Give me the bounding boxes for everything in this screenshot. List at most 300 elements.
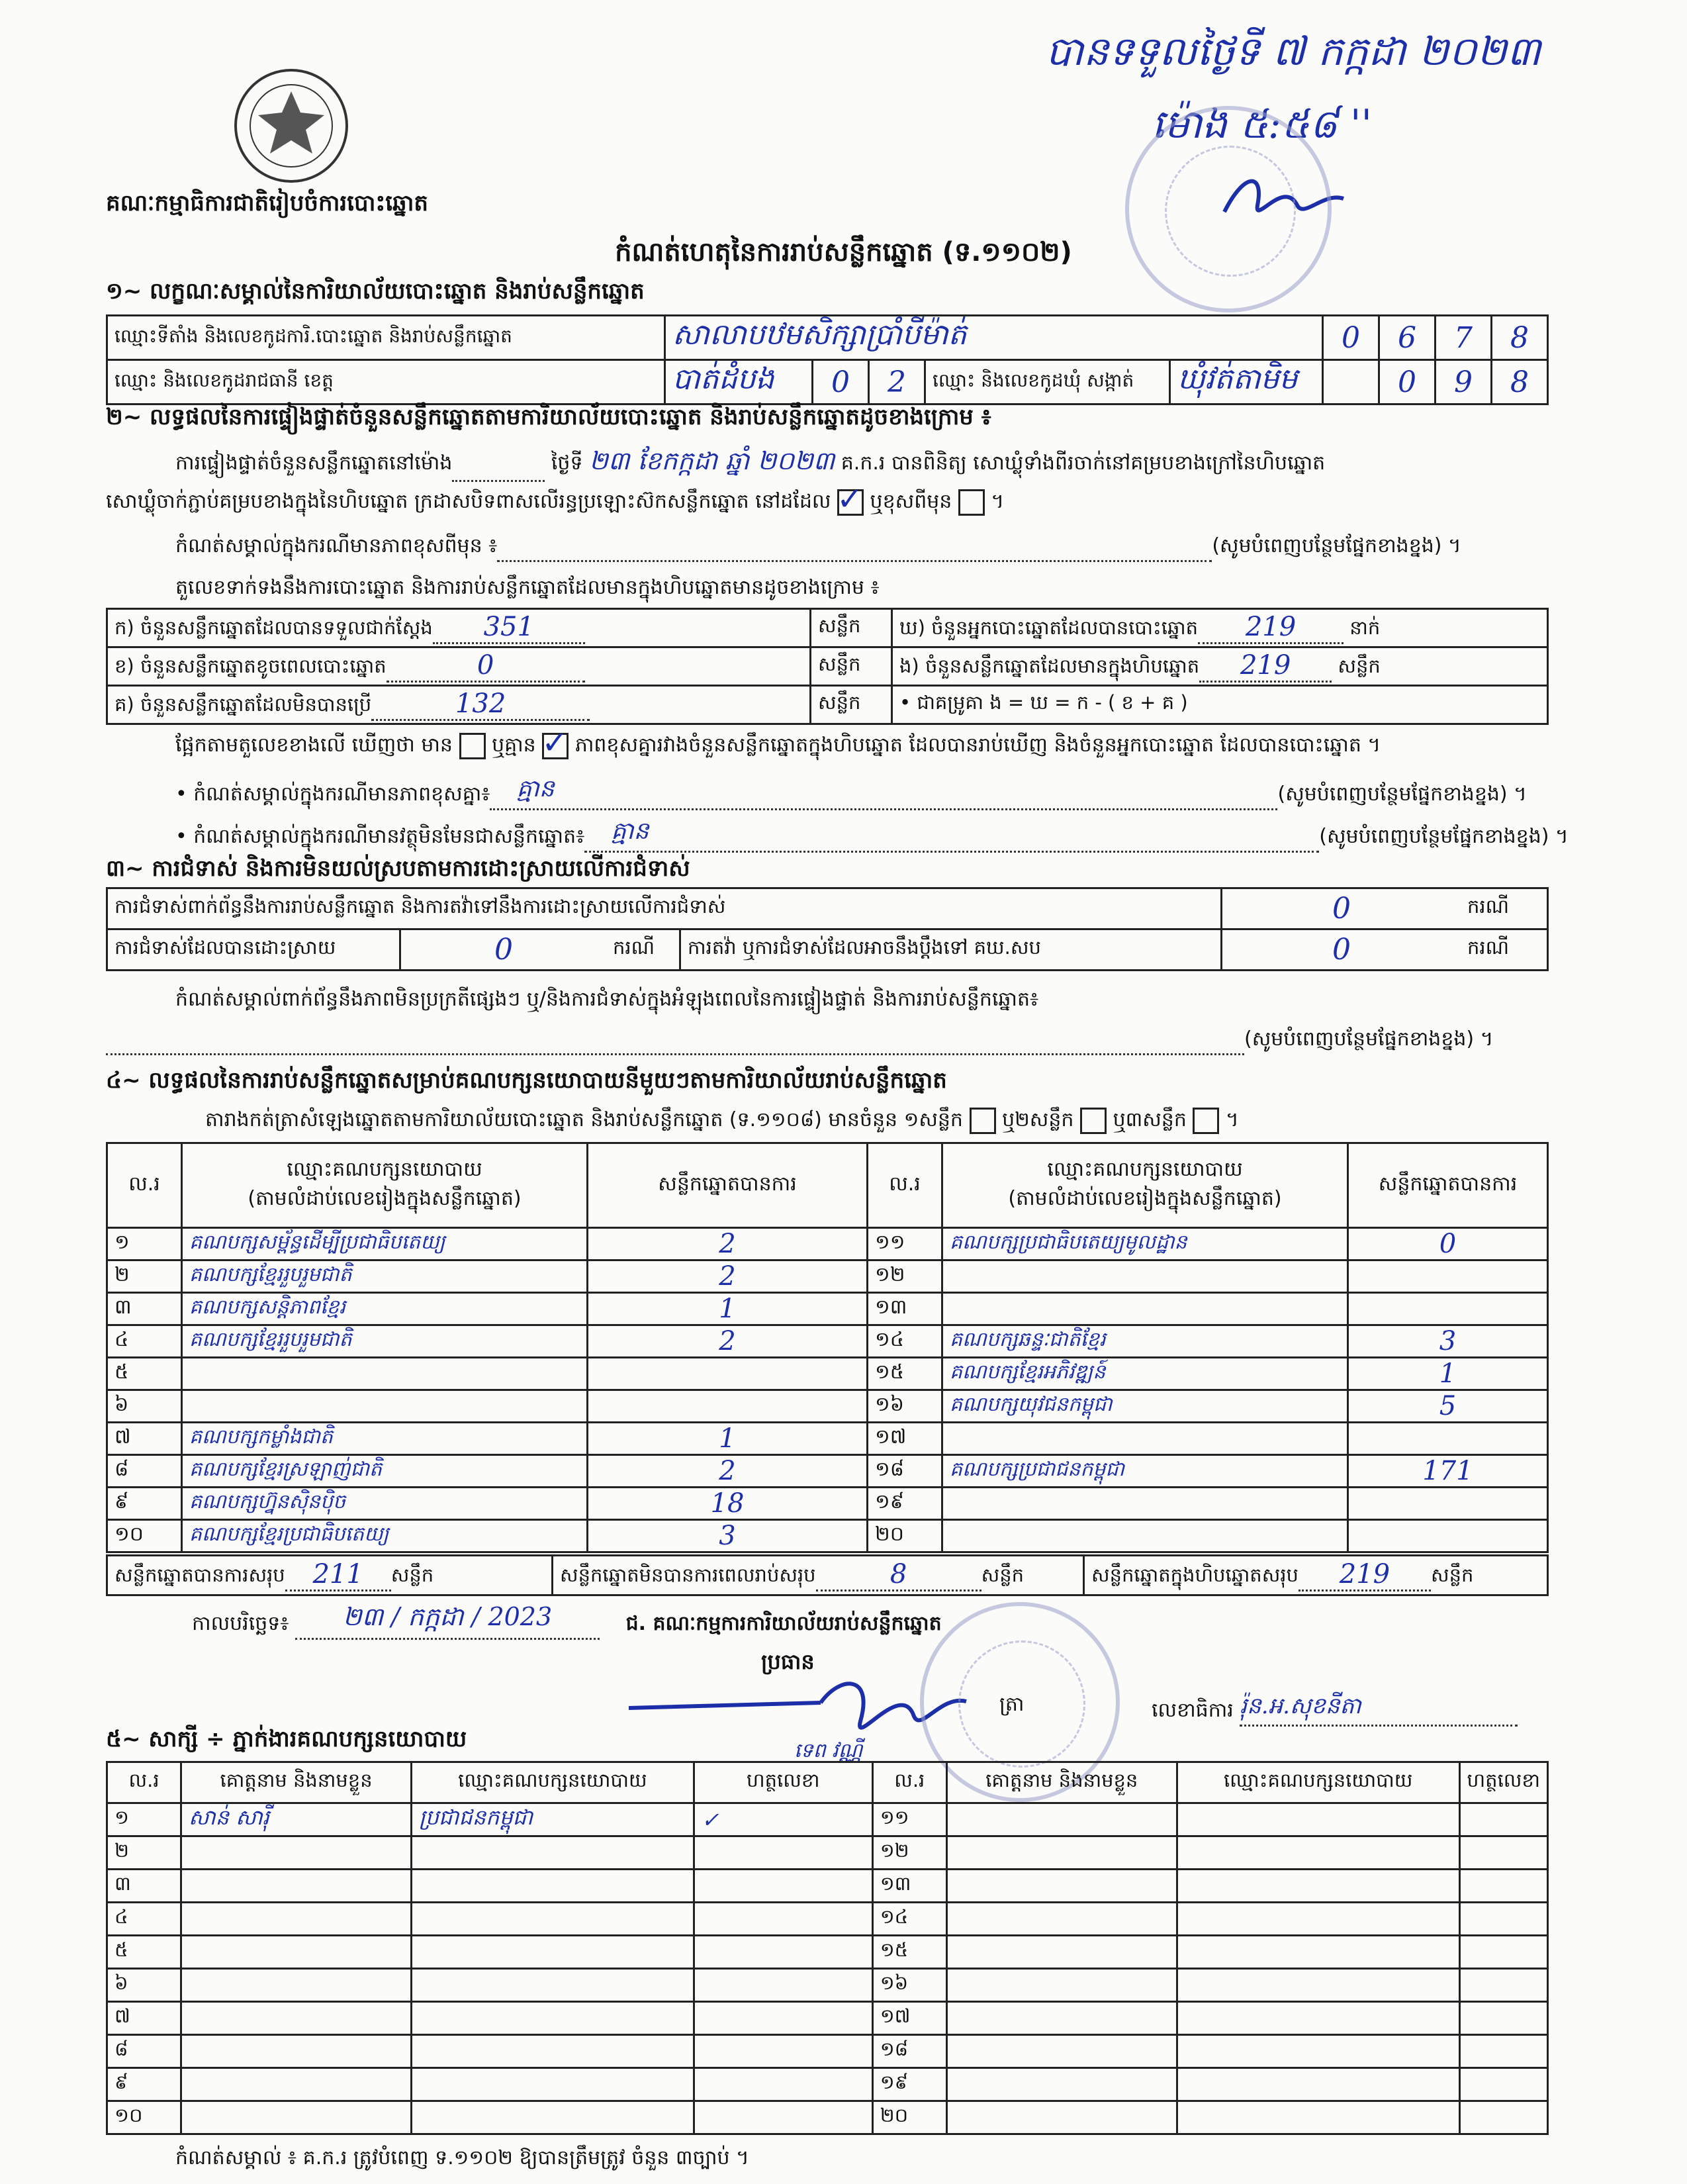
party-name: គណបក្សកម្លាំងជាតិ bbox=[182, 1423, 588, 1455]
results-party-label-left: ឈ្មោះគណបក្សនយោបាយ bbox=[287, 1157, 482, 1181]
station-code-3: 7 bbox=[1436, 316, 1492, 360]
bullet-discrepancy-fill: (សូមបំពេញបន្ថែមផ្នែកខាងខ្នង) ។ bbox=[1277, 783, 1527, 806]
province-code-2: 2 bbox=[869, 361, 925, 403]
party-name: គណបក្សយុវជនកម្ពុជា bbox=[942, 1390, 1348, 1423]
party-name: គណបក្សខ្មែរប្រជាធិបតេយ្យ bbox=[182, 1520, 588, 1552]
figure-unused-unit: សន្លឹក bbox=[811, 686, 892, 724]
figure-in-box-label: ង) ចំនួនសន្លឹកឆ្នោតដែលមានក្នុងហិបឆ្នោត bbox=[899, 655, 1200, 677]
figure-spoiled-label: ខ) ចំនួនសន្លឹកឆ្នោតខូចពេលបោះឆ្នោត bbox=[114, 655, 387, 677]
difference-note-label: កំណត់សម្គាល់ក្នុងករណីមានភាពខុសពីមុន ៖ bbox=[175, 534, 498, 557]
witness-signature bbox=[694, 2101, 872, 2134]
discrepancy-none-text: ឬគ្មាន bbox=[492, 734, 536, 757]
changed-checkbox[interactable] bbox=[958, 489, 985, 516]
witness-number: ១៩ bbox=[872, 2068, 946, 2101]
table-row bbox=[107, 2035, 1548, 2068]
chair-name: ទេព វណ្ណី bbox=[794, 1739, 863, 1762]
province-label-text: ឈ្មោះ និងលេខកូដរាជធានី ខេត្ត bbox=[114, 369, 334, 391]
section-2-title: ២~ លទ្ធផលនៃការផ្ទៀងផ្ទាត់ចំនួនសន្លឹកឆ្នោតតាមការិយាល័យបោះឆ្នោត និងរាប់សន្លឹកឆ្នោតដូចខាងក្រោម ៖ bbox=[106, 404, 991, 430]
party-votes: 3 bbox=[588, 1520, 868, 1552]
verification-line-1 bbox=[175, 445, 1325, 482]
three-sheet-checkbox[interactable] bbox=[1193, 1108, 1219, 1134]
party-number: ១៨ bbox=[868, 1455, 942, 1488]
commune-label: ឈ្មោះ និងលេខកូដឃុំ សង្កាត់ bbox=[925, 361, 1170, 403]
witness-signature bbox=[694, 2002, 872, 2035]
committee-label: ជ. គណៈកម្មការការិយាល័យរាប់សន្លឹកឆ្នោត bbox=[625, 1612, 942, 1635]
party-name bbox=[942, 1293, 1348, 1325]
figure-voters bbox=[892, 609, 1548, 647]
witness-number: ៣ bbox=[107, 1870, 181, 1903]
party-votes: 18 bbox=[588, 1488, 868, 1520]
total-valid-value: 211 bbox=[285, 1559, 391, 1591]
figure-in-box-value: 219 bbox=[1199, 650, 1332, 683]
party-number: ១៥ bbox=[868, 1358, 942, 1390]
witness-party bbox=[1177, 2002, 1459, 2035]
party-number: ៤ bbox=[107, 1325, 182, 1358]
secretary-label: លេខាធិការ bbox=[1152, 1699, 1234, 1722]
witness-signature bbox=[1459, 1903, 1547, 1936]
party-name bbox=[182, 1358, 588, 1390]
witness-party bbox=[1177, 1903, 1459, 1936]
table-row bbox=[107, 1325, 1548, 1358]
party-number: ៧ bbox=[107, 1423, 182, 1455]
party-name bbox=[942, 1260, 1348, 1293]
org-title: គណៈកម្មាធិការជាតិរៀបចំការបោះឆ្នោត bbox=[106, 190, 429, 216]
party-number: ៨ bbox=[107, 1455, 182, 1488]
discrepancy-desc: ភាពខុសគ្នារវាងចំនួនសន្លឹកឆ្នោតក្នុងហិបឆ្នោត ដែលបានរាប់ឃើញ និងចំនួនអ្នកបោះឆ្នោត ដែលបានបោះឆ្នោត ។ bbox=[574, 734, 1381, 757]
irregularity-fill-note: (សូមបំពេញបន្ថែមផ្នែកខាងខ្នង) ។ bbox=[1244, 1027, 1494, 1051]
bullet-discrepancy-label: • កំណត់សម្គាល់ក្នុងករណីមានភាពខុសគ្នា៖ bbox=[175, 783, 490, 806]
table-row bbox=[107, 1228, 1548, 1260]
province-value: បាត់ដំបង bbox=[666, 361, 813, 403]
form-title: កំណត់ហេតុនៃការរាប់សន្លឹកឆ្នោត (ទ.១១០២) bbox=[615, 237, 1072, 267]
figure-in-box bbox=[892, 647, 1548, 686]
verify-time-text: ការផ្ទៀងផ្ទាត់ចំនួនសន្លឹកឆ្នោតនៅម៉ោង bbox=[175, 451, 453, 475]
table-row bbox=[107, 1390, 1548, 1423]
party-number: ១ bbox=[107, 1228, 182, 1260]
party-number: ១២ bbox=[868, 1260, 942, 1293]
party-votes: 2 bbox=[588, 1228, 868, 1260]
station-code-4: 8 bbox=[1492, 316, 1548, 360]
witness-signature bbox=[694, 2068, 872, 2101]
witness-party bbox=[412, 2068, 694, 2101]
table-row bbox=[107, 1293, 1548, 1325]
complaints-total-unit: ករណី bbox=[1461, 888, 1548, 929]
witness-name bbox=[181, 2035, 412, 2068]
office-seal bbox=[1125, 106, 1332, 312]
complaints-table bbox=[106, 887, 1549, 971]
unchanged-checkbox[interactable] bbox=[837, 480, 864, 518]
witness-signature: ✓ bbox=[694, 1803, 872, 1836]
province-code-1: 0 bbox=[813, 361, 869, 403]
total-valid-label: សន្លឹកឆ្នោតបានការសរុប bbox=[114, 1564, 285, 1586]
emblem-icon bbox=[232, 66, 351, 185]
witness-name bbox=[946, 2068, 1177, 2101]
witness-number: ១២ bbox=[872, 1836, 946, 1870]
results-party-label-right: ឈ្មោះគណបក្សនយោបាយ bbox=[1047, 1157, 1243, 1181]
total-valid-unit: សន្លឹក bbox=[390, 1564, 434, 1586]
party-votes: 2 bbox=[588, 1260, 868, 1293]
witness-party bbox=[412, 1903, 694, 1936]
witness-name bbox=[181, 1836, 412, 1870]
tally-sheet-two-text: ឬ២សន្លឹក bbox=[1002, 1108, 1074, 1131]
figure-received-value: 351 bbox=[433, 612, 585, 644]
witness-header-no-right: ល.រ bbox=[872, 1762, 946, 1803]
party-votes: 2 bbox=[588, 1325, 868, 1358]
commune-code-3: 8 bbox=[1492, 360, 1548, 404]
witness-party bbox=[412, 1836, 694, 1870]
table-row bbox=[107, 1803, 1548, 1836]
witness-header-name-right: គោត្តនាម និងនាមខ្លួន bbox=[946, 1762, 1177, 1803]
witness-number: ២០ bbox=[872, 2101, 946, 2134]
footer-note: កំណត់សម្គាល់ ៖ គ.ក.រ ត្រូវបំពេញ ទ.១១០២ ឱ្យបានត្រឹមត្រូវ ចំនួន ៣ច្បាប់ ។ bbox=[175, 2146, 749, 2169]
total-box-unit: សន្លឹក bbox=[1430, 1564, 1474, 1586]
witness-number: ២ bbox=[107, 1836, 181, 1870]
check-icon: ✓ bbox=[837, 480, 864, 518]
discrepancy-has-text: ផ្អែកតាមតួលេខខាងលើ ឃើញថា មាន bbox=[175, 734, 453, 757]
verify-day-text: ថ្ងៃទី bbox=[551, 451, 583, 475]
results-header-party-left bbox=[182, 1143, 588, 1228]
secretary bbox=[1152, 1691, 1518, 1727]
witness-party bbox=[412, 2002, 694, 2035]
figure-unused-value: 132 bbox=[371, 688, 590, 721]
complaints-appeal-label: ការតវ៉ា ឬការជំទាស់ដែលអាចនឹងប្តឹងទៅ គឃ.សប bbox=[680, 929, 1222, 971]
complaints-total-value: 0 bbox=[1222, 888, 1461, 929]
complaints-resolved-unit: ករណី bbox=[606, 929, 680, 971]
witness-signature bbox=[694, 1836, 872, 1870]
commune-value: ឃុំវត់តាមិម bbox=[1177, 362, 1298, 396]
witness-name bbox=[946, 1870, 1177, 1903]
party-number: ១៧ bbox=[868, 1423, 942, 1455]
chair-label: ប្រធាន bbox=[761, 1649, 815, 1674]
witness-number: ១៦ bbox=[872, 1969, 946, 2002]
party-name bbox=[942, 1488, 1348, 1520]
witness-number: ១៥ bbox=[872, 1936, 946, 1969]
party-votes: 0 bbox=[1348, 1228, 1548, 1260]
witness-number: ១៨ bbox=[872, 2035, 946, 2068]
province-cell bbox=[665, 360, 1323, 404]
witness-number: ៩ bbox=[107, 2068, 181, 2101]
witness-party: ប្រជាជនកម្ពុជា bbox=[412, 1803, 694, 1836]
date-label: កាលបរិច្ឆេទ៖ bbox=[192, 1612, 289, 1635]
complaints-total-label: ការជំទាស់ពាក់ព័ន្ធនឹងការរាប់សន្លឹកឆ្នោត និងការតវ៉ាទៅនឹងការដោះស្រាយលើការជំទាស់ bbox=[107, 888, 1222, 929]
party-number: ៩ bbox=[107, 1488, 182, 1520]
party-votes bbox=[1348, 1488, 1548, 1520]
witness-party bbox=[412, 1936, 694, 1969]
station-label: ឈ្មោះទីតាំង និងលេខកូដការិ.បោះឆ្នោត និងរាប់សន្លឹកឆ្នោត bbox=[107, 316, 665, 360]
witness-party bbox=[1177, 1936, 1459, 1969]
party-votes bbox=[1348, 1423, 1548, 1455]
national-emblem bbox=[232, 66, 351, 185]
bullet-foreign-value: គ្មាន bbox=[584, 816, 1319, 853]
witness-signature bbox=[694, 1870, 872, 1903]
party-number: ១៣ bbox=[868, 1293, 942, 1325]
witness-name bbox=[946, 1936, 1177, 1969]
results-party-sub-right: (តាមលំដាប់លេខរៀងក្នុងសន្លឹកឆ្នោត) bbox=[1008, 1186, 1282, 1210]
results-header-no-left: ល.រ bbox=[107, 1143, 182, 1228]
party-votes bbox=[1348, 1520, 1548, 1552]
witness-header-party-left: ឈ្មោះគណបក្សនយោបាយ bbox=[412, 1762, 694, 1803]
witness-signature bbox=[694, 2035, 872, 2068]
witness-name bbox=[946, 2035, 1177, 2068]
witness-header-no-left: ល.រ bbox=[107, 1762, 181, 1803]
party-number: ៦ bbox=[107, 1390, 182, 1423]
difference-note bbox=[175, 533, 1461, 562]
results-header-votes-right: សន្លឹកឆ្នោតបានការ bbox=[1348, 1143, 1548, 1228]
party-votes bbox=[588, 1390, 868, 1423]
figures-intro: តួលេខទាក់ទងនឹងការបោះឆ្នោត និងការរាប់សន្លឹកឆ្នោតដែលមានក្នុងហិបឆ្នោតមានដូចខាងក្រោម ៖ bbox=[175, 576, 880, 599]
received-note: បានទទួលថ្ងៃទី ៧ កក្កដា ២០២៣ bbox=[1046, 28, 1541, 75]
witness-number: ១ bbox=[107, 1803, 181, 1836]
witness-number: ១៤ bbox=[872, 1903, 946, 1936]
complaints-appeal-unit: ករណី bbox=[1461, 929, 1548, 971]
witness-signature bbox=[1459, 1803, 1547, 1836]
party-votes: 3 bbox=[1348, 1325, 1548, 1358]
witness-name bbox=[181, 1903, 412, 1936]
witness-number: ១៣ bbox=[872, 1870, 946, 1903]
witness-signature bbox=[1459, 2101, 1547, 2134]
results-table bbox=[106, 1142, 1549, 1553]
party-number: ២ bbox=[107, 1260, 182, 1293]
complaints-appeal-value: 0 bbox=[1222, 929, 1461, 971]
bullet-foreign-fill: (សូមបំពេញបន្ថែមផ្នែកខាងខ្នង) ។ bbox=[1319, 825, 1569, 848]
total-box-label: សន្លឹកឆ្នោតក្នុងហិបឆ្នោតសរុប bbox=[1091, 1564, 1299, 1586]
party-name: គណបក្សសន្ដិភាពខ្មែរ bbox=[182, 1293, 588, 1325]
party-name: គណបក្សខ្មែររួបរួមជាតិ bbox=[182, 1260, 588, 1293]
one-sheet-checkbox[interactable] bbox=[970, 1108, 996, 1134]
figure-spoiled-value: 0 bbox=[387, 650, 585, 683]
party-votes: 171 bbox=[1348, 1455, 1548, 1488]
witness-signature bbox=[694, 1936, 872, 1969]
witness-party bbox=[412, 1870, 694, 1903]
party-votes: 1 bbox=[1348, 1358, 1548, 1390]
table-row bbox=[107, 1969, 1548, 2002]
figure-received-unit: សន្លឹក bbox=[811, 609, 892, 647]
witness-name bbox=[946, 2002, 1177, 2035]
figure-spoiled bbox=[107, 647, 811, 686]
party-number: ៥ bbox=[107, 1358, 182, 1390]
commune-code-1: 0 bbox=[1379, 360, 1436, 404]
party-name: គណបក្សសម្ព័ន្ធដើម្បីប្រជាធិបតេយ្យ bbox=[182, 1228, 588, 1260]
bullet-foreign bbox=[175, 816, 1569, 853]
table-row bbox=[107, 1903, 1548, 1936]
table-row bbox=[107, 1870, 1548, 1903]
figure-spoiled-unit: សន្លឹក bbox=[811, 647, 892, 686]
witness-name bbox=[946, 1903, 1177, 1936]
witness-signature bbox=[694, 1903, 872, 1936]
table-row bbox=[107, 1358, 1548, 1390]
bullet-discrepancy-value: គ្មាន bbox=[490, 773, 1277, 810]
table-row bbox=[107, 1836, 1548, 1870]
witness-party bbox=[412, 1969, 694, 2002]
witness-party bbox=[1177, 2068, 1459, 2101]
figure-voters-value: 219 bbox=[1198, 612, 1344, 644]
witness-header-sign-left: ហត្ថលេខា bbox=[694, 1762, 872, 1803]
party-votes: 1 bbox=[588, 1293, 868, 1325]
witness-header-name-left: គោត្តនាម និងនាមខ្លួន bbox=[181, 1762, 412, 1803]
table-row bbox=[107, 1423, 1548, 1455]
party-name bbox=[942, 1520, 1348, 1552]
witness-party bbox=[1177, 1836, 1459, 1870]
witness-party bbox=[1177, 2035, 1459, 2068]
table-row bbox=[107, 1936, 1548, 1969]
chair-stamp-word: ត្រា bbox=[999, 1693, 1025, 1716]
results-header-no-right: ល.រ bbox=[868, 1143, 942, 1228]
figures-table bbox=[106, 608, 1549, 725]
witness-name bbox=[181, 2002, 412, 2035]
table-row bbox=[107, 1520, 1548, 1552]
tally-sheets-line: តារាងកត់ត្រាសំឡេងឆ្នោតតាមការិយាល័យបោះឆ្នោត និងរាប់សន្លឹកឆ្នោត (ទ.១១០៨) មានចំនួន ១សន្លឹក ឬ២សន្លឹក ឬ៣សន្លឹក ។ bbox=[205, 1107, 1239, 1136]
totals-table bbox=[106, 1554, 1549, 1596]
figure-unused bbox=[107, 686, 811, 724]
witness-name bbox=[946, 1836, 1177, 1870]
two-sheet-checkbox[interactable] bbox=[1080, 1108, 1107, 1134]
witness-party bbox=[1177, 1969, 1459, 2002]
party-number: ១១ bbox=[868, 1228, 942, 1260]
party-name: គណបក្សហ្វ៊ុនស៊ិនប៉ិច bbox=[182, 1488, 588, 1520]
party-name: គណបក្សខ្មែររួបរួមជាតិ bbox=[182, 1325, 588, 1358]
results-header-party-right bbox=[942, 1143, 1348, 1228]
party-name: គណបក្សប្រជាធិបតេយ្យមូលដ្ឋាន bbox=[942, 1228, 1348, 1260]
party-number: ១០ bbox=[107, 1520, 182, 1552]
witness-party bbox=[1177, 1803, 1459, 1836]
irregularity-fill bbox=[106, 1026, 1493, 1055]
province-label bbox=[107, 360, 665, 404]
party-name: គណបក្សខ្មែរស្រឡាញ់ជាតិ bbox=[182, 1455, 588, 1488]
tally-sheet-one-text: តារាងកត់ត្រាសំឡេងឆ្នោតតាមការិយាល័យបោះឆ្នោត និងរាប់សន្លឹកឆ្នោត (ទ.១១០៨) មានចំនួន ១សន្លឹក bbox=[205, 1108, 963, 1131]
verify-check-text: គ.ក.រ បានពិនិត្យ សោឃ្លុំទាំងពីរចាក់នៅគម្របខាងក្រៅនៃហិបឆ្នោត bbox=[841, 451, 1326, 475]
table-row bbox=[107, 1260, 1548, 1293]
party-number: ២០ bbox=[868, 1520, 942, 1552]
station-value: សាលាបឋមសិក្សាប្រាំបីម៉ាត់ bbox=[665, 316, 1323, 360]
total-invalid-label: សន្លឹកឆ្នោតមិនបានការពេលរាប់សរុប bbox=[560, 1564, 816, 1586]
party-votes: 2 bbox=[588, 1455, 868, 1488]
witness-number: ១១ bbox=[872, 1803, 946, 1836]
witness-name bbox=[181, 2068, 412, 2101]
station-code-2: 6 bbox=[1379, 316, 1436, 360]
no-discrepancy-checkbox[interactable] bbox=[541, 724, 569, 761]
witness-signature bbox=[1459, 1870, 1547, 1903]
figure-in-box-unit: សន្លឹក bbox=[1338, 655, 1381, 677]
total-invalid bbox=[553, 1556, 1084, 1595]
party-votes bbox=[1348, 1260, 1548, 1293]
table-row bbox=[107, 2002, 1548, 2035]
party-votes bbox=[588, 1358, 868, 1390]
section-3-title: ៣~ ការជំទាស់ និងការមិនយល់ស្របតាមការដោះស្រាយលើការជំទាស់ bbox=[106, 855, 690, 882]
witness-number: ៦ bbox=[107, 1969, 181, 2002]
party-name bbox=[182, 1390, 588, 1423]
results-header-votes-left: សន្លឹកឆ្នោតបានការ bbox=[588, 1143, 868, 1228]
commune-code-spacer bbox=[1323, 360, 1379, 404]
witness-signature bbox=[1459, 2002, 1547, 2035]
date-line bbox=[192, 1601, 942, 1640]
figure-voters-unit: នាក់ bbox=[1349, 616, 1381, 639]
witness-name: សាន់ សារ៉ី bbox=[181, 1803, 412, 1836]
figure-unused-label: គ) ចំនួនសន្លឹកឆ្នោតដែលមិនបានប្រើ bbox=[114, 693, 372, 716]
witness-signature bbox=[694, 1969, 872, 2002]
bullet-foreign-label: • កំណត់សម្គាល់ក្នុងករណីមានវត្ថុមិនមែនជាសន្លឹកឆ្នោត៖ bbox=[175, 825, 585, 848]
complaints-resolved-label: ការជំទាស់ដែលបានដោះស្រាយ bbox=[107, 929, 400, 971]
witness-number: ៧ bbox=[107, 2002, 181, 2035]
figure-received-label: ក) ចំនួនសន្លឹកឆ្នោតដែលបានទទួលជាក់ស្តែង bbox=[114, 616, 433, 639]
party-name: គណបក្សខ្មែរអភិវឌ្ឍន៍ bbox=[942, 1358, 1348, 1390]
figure-received bbox=[107, 609, 811, 647]
party-votes: 1 bbox=[588, 1423, 868, 1455]
witness-signature bbox=[1459, 2068, 1547, 2101]
witness-name bbox=[181, 1969, 412, 2002]
total-valid bbox=[107, 1556, 553, 1595]
table-row bbox=[107, 1455, 1548, 1488]
total-box bbox=[1084, 1556, 1548, 1595]
has-discrepancy-checkbox[interactable] bbox=[459, 733, 486, 759]
witness-name bbox=[946, 1803, 1177, 1836]
difference-fill-note: (សូមបំពេញបន្ថែមផ្នែកខាងខ្នង) ។ bbox=[1212, 534, 1461, 557]
results-party-sub-left: (តាមលំដាប់លេខរៀងក្នុងសន្លឹកឆ្នោត) bbox=[248, 1186, 522, 1210]
party-name: គណបក្សប្រជាជនកម្ពុជា bbox=[942, 1455, 1348, 1488]
station-table bbox=[106, 314, 1549, 405]
total-invalid-value: 8 bbox=[816, 1559, 981, 1591]
tally-sheet-three-text: ឬ៣សន្លឹក bbox=[1113, 1108, 1187, 1131]
verify-lock-text: សោឃ្លុំចាក់ភ្ជាប់គម្របខាងក្នុងនៃហិបឆ្នោត ក្រដាសបិទពាសលើរន្ធប្រឡោះស៊កសន្លឹកឆ្នោត នៅដដែល bbox=[106, 490, 831, 513]
total-box-value: 219 bbox=[1299, 1559, 1431, 1591]
verify-date-value: ២៣ ខែកក្កដា ឆ្នាំ ២០២៣ bbox=[589, 446, 835, 475]
witness-number: ៨ bbox=[107, 2035, 181, 2068]
witness-signature bbox=[1459, 1936, 1547, 1969]
verification-line-2: សោឃ្លុំចាក់ភ្ជាប់គម្របខាងក្នុងនៃហិបឆ្នោត ក្រដាសបិទពាសលើរន្ធប្រឡោះស៊កសន្លឹកឆ្នោត នៅដដែល ✓ ឬខុសពីមុន ។ bbox=[106, 480, 1005, 518]
table-row bbox=[107, 2101, 1548, 2134]
figure-formula: • ជាគម្រូគា ង = ឃ = ក - ( ខ + គ ) bbox=[892, 686, 1548, 724]
section-4-title: ៤~ លទ្ធផលនៃការរាប់សន្លឹកឆ្នោតសម្រាប់គណបក្សនយោបាយនីមួយៗតាមការិយាល័យរាប់សន្លឹកឆ្នោត bbox=[106, 1067, 947, 1094]
witness-number: ១០ bbox=[107, 2101, 181, 2134]
witness-name bbox=[181, 2101, 412, 2134]
section-5-title: ៥~ សាក្សី ÷ ភ្នាក់ងារគណបក្សនយោបាយ bbox=[106, 1726, 467, 1752]
changed-text: ឬខុសពីមុន bbox=[870, 490, 952, 513]
complaints-resolved-value: 0 bbox=[400, 929, 607, 971]
witness-number: ១៧ bbox=[872, 2002, 946, 2035]
witness-name bbox=[946, 1969, 1177, 2002]
station-code-1: 0 bbox=[1323, 316, 1379, 360]
irregularity-note: កំណត់សម្គាល់ពាក់ព័ន្ធនឹងភាពមិនប្រក្រតីផ្សេងៗ ឬ/និងការជំទាស់ក្នុងអំឡុងពេលនៃការផ្ទៀងផ្ទាត់ និងការរាប់សន្លឹកឆ្នោត៖ bbox=[175, 988, 1039, 1011]
party-votes bbox=[1348, 1293, 1548, 1325]
bullet-discrepancy bbox=[175, 773, 1527, 810]
section-1-title: ១~ លក្ខណៈសម្គាល់នៃការិយាល័យបោះឆ្នោត និងរាប់សន្លឹកឆ្នោត bbox=[106, 278, 645, 305]
witness-party bbox=[1177, 1870, 1459, 1903]
witness-header-party-right: ឈ្មោះគណបក្សនយោបាយ bbox=[1177, 1762, 1459, 1803]
witness-number: ៥ bbox=[107, 1936, 181, 1969]
witness-signature bbox=[1459, 1836, 1547, 1870]
party-name bbox=[942, 1423, 1348, 1455]
witness-header-sign-right: ហត្ថលេខា bbox=[1459, 1762, 1547, 1803]
figure-voters-label: ឃ) ចំនួនអ្នកបោះឆ្នោតដែលបានបោះឆ្នោត bbox=[899, 616, 1199, 639]
party-number: ១៦ bbox=[868, 1390, 942, 1423]
witness-signature bbox=[1459, 2035, 1547, 2068]
check-icon: ✓ bbox=[541, 724, 569, 761]
witness-party bbox=[1177, 2101, 1459, 2134]
witness-party bbox=[412, 2101, 694, 2134]
party-number: ៣ bbox=[107, 1293, 182, 1325]
commune-code-2: 9 bbox=[1436, 360, 1492, 404]
discrepancy-line bbox=[175, 724, 1381, 761]
witness-name bbox=[181, 1870, 412, 1903]
secretary-name: រ៉ុន.អ.សុខនីតា bbox=[1240, 1691, 1518, 1727]
party-number: ១៤ bbox=[868, 1325, 942, 1358]
table-row bbox=[107, 2068, 1548, 2101]
witness-table bbox=[106, 1761, 1549, 2135]
witness-number: ៤ bbox=[107, 1903, 181, 1936]
witness-party bbox=[412, 2035, 694, 2068]
witness-name bbox=[181, 1936, 412, 1969]
witness-signature bbox=[1459, 1969, 1547, 2002]
date-value: ២៣ / កក្កដា / 2023 bbox=[295, 1601, 600, 1640]
